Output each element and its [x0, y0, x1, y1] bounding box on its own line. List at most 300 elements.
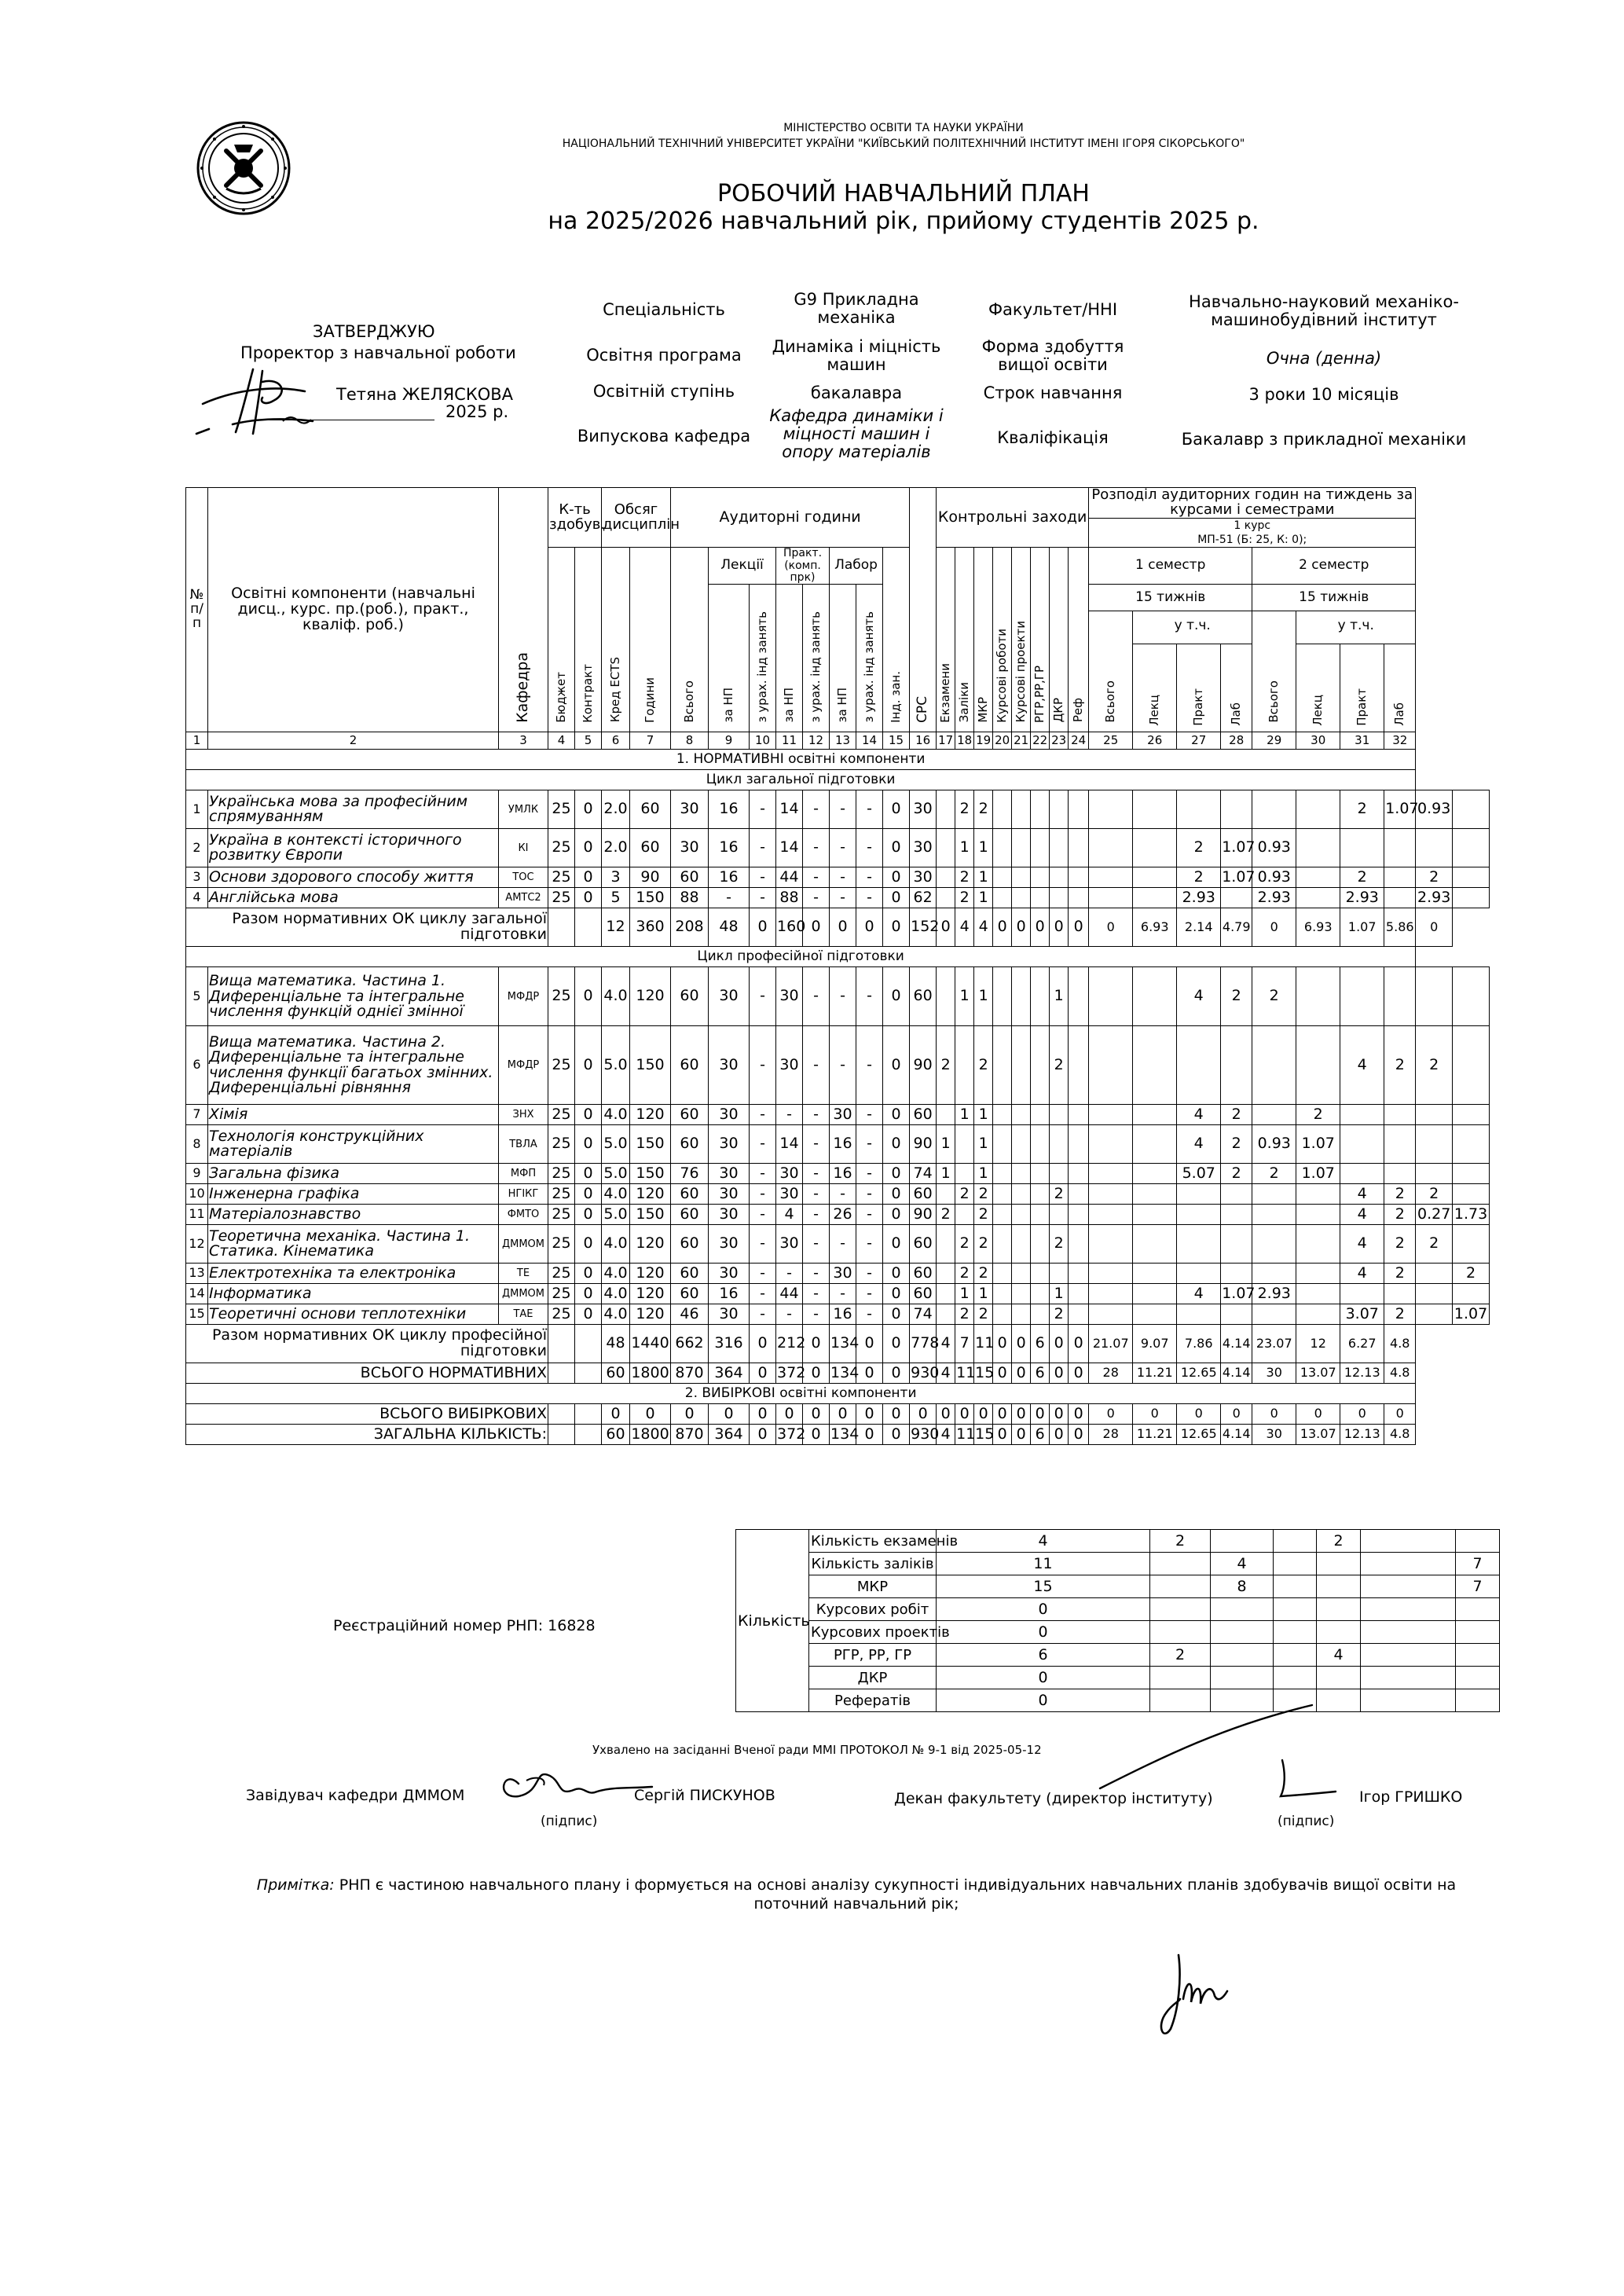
table-cell: 60: [910, 1184, 937, 1205]
column-number: 29: [1252, 732, 1296, 750]
approve-label: ЗАТВЕРДЖУЮ: [313, 322, 435, 341]
lab-np-header: за НП: [830, 585, 856, 732]
table-cell: [955, 1125, 974, 1164]
table-cell: 60: [671, 1205, 709, 1225]
s1-total-header: Всього: [1089, 611, 1133, 732]
course-group-header: [1089, 518, 1416, 547]
table-cell: -: [803, 1205, 830, 1225]
table-cell: -: [830, 1225, 856, 1264]
kafedra-code: ТАЕ: [499, 1304, 548, 1325]
row-number: 3: [186, 867, 208, 888]
table-cell: [1050, 1164, 1069, 1184]
table-cell: [1340, 967, 1384, 1026]
table-cell: 60: [671, 1284, 709, 1304]
qual-label: Кваліфікація: [997, 428, 1109, 447]
table-cell: 0: [750, 1425, 776, 1445]
table-cell: 2: [1384, 1026, 1416, 1105]
table-cell: [1031, 1264, 1050, 1284]
table-cell: 0: [602, 1404, 630, 1425]
table-cell: -: [830, 1026, 856, 1105]
table-cell: [548, 1363, 575, 1384]
column-number: 27: [1177, 732, 1221, 750]
table-cell: 0: [1050, 1425, 1069, 1445]
table-cell: 4: [1340, 1225, 1384, 1264]
table-cell: 0: [1050, 1325, 1069, 1363]
table-cell: [1453, 1284, 1490, 1304]
table-cell: 14: [776, 1125, 803, 1164]
table-cell: 1800: [630, 1425, 671, 1445]
head-signature-icon: [487, 1752, 660, 1815]
total-all-row: [186, 1425, 1490, 1445]
table-cell: 0: [856, 908, 883, 947]
table-cell: [1050, 867, 1069, 888]
table-cell: [1050, 790, 1069, 829]
table-cell: [1221, 1184, 1252, 1205]
table-cell: 0.93: [1252, 1125, 1296, 1164]
table-cell: [1069, 1026, 1089, 1105]
table-cell: 2: [1340, 867, 1384, 888]
table-cell: 6: [1031, 1425, 1050, 1445]
table-cell: 4: [776, 1205, 803, 1225]
table-cell: [993, 1125, 1012, 1164]
total-label: ВСЬОГО НОРМАТИВНИХ: [186, 1363, 548, 1384]
lect-np-header: за НП: [709, 585, 750, 732]
table-cell: 1.07: [1384, 790, 1416, 829]
table-cell: 6: [1031, 1325, 1050, 1363]
table-cell: 0: [750, 1363, 776, 1384]
table-cell: -: [830, 967, 856, 1026]
table-cell: -: [830, 790, 856, 829]
table-cell: 28: [1089, 1425, 1133, 1445]
table-cell: 0: [1050, 908, 1069, 947]
table-cell: [1296, 1264, 1340, 1284]
table-cell: 4: [937, 1363, 955, 1384]
table-cell: -: [856, 790, 883, 829]
table-cell: [1089, 1225, 1133, 1264]
table-cell: 0: [575, 888, 602, 908]
utch-sublabel: Лекц: [1310, 694, 1325, 726]
table-cell: [1089, 1205, 1133, 1225]
table-cell: 150: [630, 1125, 671, 1164]
kafedra-code: КІ: [499, 829, 548, 867]
table-cell: 2.0: [602, 829, 630, 867]
table-cell: -: [856, 1184, 883, 1205]
table-cell: 4: [1340, 1026, 1384, 1105]
column-number: 10: [750, 732, 776, 750]
row-number: 8: [186, 1125, 208, 1164]
table-cell: 16: [830, 1164, 856, 1184]
kafedra-code: ДММОМ: [499, 1225, 548, 1264]
table-cell: 25: [548, 1105, 575, 1125]
table-cell: [1296, 967, 1340, 1026]
table-cell: 2: [1050, 1225, 1069, 1264]
total-general-row: [186, 908, 1490, 947]
table-cell: -: [750, 1205, 776, 1225]
table-cell: [1031, 1284, 1050, 1304]
dean-sign-caption: (підпис): [1278, 1814, 1335, 1829]
table-cell: [1069, 1125, 1089, 1164]
table-cell: 0: [575, 967, 602, 1026]
program-value: Динаміка і міцність машин: [772, 337, 941, 375]
table-cell: 16: [709, 790, 750, 829]
table-cell: 30: [910, 790, 937, 829]
table-cell: 0: [803, 1325, 830, 1363]
table-cell: [575, 1404, 602, 1425]
utch-sublabel: Лекц: [1146, 694, 1161, 726]
page-title: РОБОЧИЙ НАВЧАЛЬНИЙ ПЛАН: [717, 180, 1090, 207]
table-cell: [1453, 1105, 1490, 1125]
table-cell: [548, 1325, 575, 1363]
ref-header: Реф: [1069, 548, 1089, 732]
table-cell: 60: [910, 967, 937, 1026]
table-cell: 2: [1384, 1205, 1416, 1225]
table-cell: 44: [776, 1284, 803, 1304]
table-cell: 25: [548, 790, 575, 829]
table-cell: [1133, 1284, 1177, 1304]
table-cell: [937, 1284, 955, 1304]
table-cell: [937, 1105, 955, 1125]
reg-number: Реєстраційний номер РНП: 16828: [333, 1617, 596, 1634]
note: [228, 1876, 1485, 1914]
table-cell: 0: [575, 1264, 602, 1284]
table-cell: 2: [955, 1225, 974, 1264]
summary-cell: [1274, 1621, 1317, 1644]
summary-cell: [1274, 1553, 1317, 1575]
table-cell: [548, 1404, 575, 1425]
zaliky-header: Заліки: [955, 548, 974, 732]
table-cell: 25: [548, 867, 575, 888]
table-cell: [1012, 1125, 1031, 1164]
table-cell: 4: [974, 908, 993, 947]
table-cell: [1221, 888, 1252, 908]
table-cell: [993, 967, 1012, 1026]
table-row: [186, 1284, 1490, 1304]
table-cell: 2: [1384, 1264, 1416, 1284]
table-cell: 0: [1012, 1404, 1031, 1425]
total-label: Разом нормативних ОК циклу професійної підготовки: [186, 1325, 548, 1363]
table-cell: 0: [709, 1404, 750, 1425]
total-label: Разом нормативних ОК циклу загальної підготовки: [186, 908, 548, 947]
table-cell: 0: [993, 1404, 1012, 1425]
table-cell: -: [750, 1125, 776, 1164]
table-cell: 25: [548, 1184, 575, 1205]
table-cell: 0: [575, 1184, 602, 1205]
table-cell: [1296, 1205, 1340, 1225]
table-cell: 0: [883, 1363, 910, 1384]
budget-header: Бюджет: [548, 548, 575, 732]
table-cell: -: [750, 1225, 776, 1264]
table-cell: 2: [974, 1264, 993, 1284]
table-cell: 150: [630, 888, 671, 908]
table-cell: [1012, 790, 1031, 829]
table-cell: [1069, 1105, 1089, 1125]
table-row: [186, 1225, 1490, 1264]
table-cell: [1031, 790, 1050, 829]
table-cell: 11: [955, 1363, 974, 1384]
table-cell: 662: [671, 1325, 709, 1363]
head-label: Завідувач кафедри ДММОМ: [246, 1787, 465, 1804]
table-cell: -: [776, 1304, 803, 1325]
summary-cell: [1274, 1575, 1317, 1598]
column-number: 32: [1384, 732, 1416, 750]
summary-cell: 2: [1150, 1530, 1211, 1553]
kafedra-code: МФДР: [499, 1026, 548, 1105]
table-cell: 12: [1296, 1325, 1340, 1363]
table-cell: [1252, 1026, 1296, 1105]
table-cell: 21.07: [1089, 1325, 1133, 1363]
table-cell: 120: [630, 1105, 671, 1125]
table-cell: 150: [630, 1164, 671, 1184]
table-cell: [1089, 1164, 1133, 1184]
summary-cell: [1361, 1575, 1456, 1598]
table-cell: 30: [709, 1184, 750, 1205]
column-number: 2: [208, 732, 499, 750]
table-cell: -: [856, 967, 883, 1026]
table-cell: 870: [671, 1425, 709, 1445]
table-cell: [993, 888, 1012, 908]
row-number: 5: [186, 967, 208, 1026]
credits-header: Кред ECTS: [602, 548, 630, 732]
table-cell: 0: [910, 1404, 937, 1425]
table-cell: 0: [883, 1264, 910, 1284]
table-cell: 372: [776, 1425, 803, 1445]
table-cell: 2: [955, 1184, 974, 1205]
column-number: 3: [499, 732, 548, 750]
summary-key: РГР, РР, ГР: [809, 1644, 937, 1667]
table-cell: [1252, 1105, 1296, 1125]
table-cell: 30: [1252, 1363, 1296, 1384]
table-cell: [1384, 888, 1416, 908]
table-cell: [1089, 1125, 1133, 1164]
table-cell: [993, 1284, 1012, 1304]
kafedra-code: ЗНХ: [499, 1105, 548, 1125]
table-cell: 4: [1177, 1105, 1221, 1125]
table-cell: [1133, 1105, 1177, 1125]
kafedra-code: УМЛК: [499, 790, 548, 829]
summary-row: [736, 1598, 1500, 1621]
table-cell: [1133, 1205, 1177, 1225]
table-cell: [1453, 790, 1490, 829]
table-cell: 60: [671, 867, 709, 888]
table-cell: [1252, 790, 1296, 829]
table-cell: [1296, 790, 1340, 829]
table-cell: 5.07: [1177, 1164, 1221, 1184]
approver-name: Тетяна ЖЕЛЯСКОВА: [336, 385, 514, 404]
kr-header: Курсові роботи: [993, 548, 1012, 732]
table-cell: 0: [1012, 1363, 1031, 1384]
table-cell: 25: [548, 1284, 575, 1304]
component-name: Інженерна графіка: [208, 1184, 499, 1205]
table-cell: [575, 1425, 602, 1445]
table-cell: -: [803, 1264, 830, 1284]
table-cell: [1069, 1284, 1089, 1304]
summary-cell: [1456, 1621, 1500, 1644]
table-cell: [1012, 829, 1031, 867]
table-cell: [1031, 1105, 1050, 1125]
weeks2-header: 15 тижнів: [1252, 585, 1416, 611]
summary-cell: [1150, 1553, 1211, 1575]
table-cell: 30: [776, 1026, 803, 1105]
table-cell: -: [856, 1125, 883, 1164]
table-cell: 4: [1177, 967, 1221, 1026]
qual-value: Бакалавр з прикладної механіки: [1181, 430, 1467, 449]
table-cell: [1050, 1125, 1069, 1164]
column-number: 7: [630, 732, 671, 750]
pract-np-header: за НП: [776, 585, 803, 732]
university-emblem-icon: [195, 119, 292, 217]
summary-cell: [1150, 1575, 1211, 1598]
table-cell: 0: [1252, 1404, 1296, 1425]
table-cell: 25: [548, 967, 575, 1026]
table-cell: 4.14: [1221, 1363, 1252, 1384]
table-cell: 2: [974, 790, 993, 829]
table-cell: [1296, 867, 1340, 888]
component-name: Загальна фізика: [208, 1164, 499, 1184]
table-cell: -: [803, 790, 830, 829]
summary-cell: 11: [937, 1553, 1150, 1575]
table-cell: 0: [630, 1404, 671, 1425]
component-name: Вища математика. Частина 2. Диференціальне та інтегральне числення функції багатьох змінних. Диференціальні рівняння: [208, 1026, 499, 1105]
table-cell: 16: [830, 1304, 856, 1325]
table-cell: 778: [910, 1325, 937, 1363]
table-cell: [1089, 1026, 1133, 1105]
table-cell: 0: [883, 1205, 910, 1225]
table-cell: 0: [1252, 908, 1296, 947]
sem1-header: 1 семестр: [1089, 548, 1252, 585]
table-cell: [1384, 829, 1416, 867]
table-cell: 0: [883, 1304, 910, 1325]
table-cell: 12.13: [1340, 1363, 1384, 1384]
table-cell: 0: [883, 888, 910, 908]
table-cell: 16: [830, 1125, 856, 1164]
table-cell: -: [709, 888, 750, 908]
lab-header: Лабор: [830, 548, 883, 585]
table-cell: 2: [1384, 1184, 1416, 1205]
table-cell: 30: [709, 1125, 750, 1164]
column-number: 20: [993, 732, 1012, 750]
table-cell: [1133, 888, 1177, 908]
table-cell: [1416, 967, 1453, 1026]
table-cell: 4.0: [602, 967, 630, 1026]
row-number: 4: [186, 888, 208, 908]
table-cell: 0: [1177, 1404, 1221, 1425]
summary-cell: [1456, 1598, 1500, 1621]
table-cell: [1012, 1264, 1031, 1284]
table-cell: 90: [630, 867, 671, 888]
note-text: РНП є частиною навчального плану і формується на основі аналізу сукупності індивідуальних навчальних планів здобувачів вищої освіти на поточний навчальний рік;: [339, 1876, 1457, 1913]
kp-header: Курсові проекти: [1012, 548, 1031, 732]
summary-cell: [1211, 1530, 1274, 1553]
table-cell: 0: [883, 908, 910, 947]
table-cell: -: [830, 829, 856, 867]
table-cell: 1: [974, 1284, 993, 1304]
summary-cell: 2: [1150, 1644, 1211, 1667]
table-cell: [1012, 1026, 1031, 1105]
approval-year: 2025 р.: [445, 402, 509, 421]
summary-cell: [1150, 1621, 1211, 1644]
table-cell: 28: [1089, 1363, 1133, 1384]
hours-header: Години: [630, 548, 671, 732]
kafedra-code: АМТС2: [499, 888, 548, 908]
table-cell: [1340, 1164, 1384, 1184]
table-cell: 74: [910, 1304, 937, 1325]
volume-header: Обсяг дисциплін: [602, 488, 671, 548]
table-cell: 0: [575, 867, 602, 888]
table-cell: 4.0: [602, 1184, 630, 1205]
table-cell: 0: [993, 908, 1012, 947]
table-cell: 0: [1069, 1404, 1089, 1425]
table-cell: 0: [1012, 908, 1031, 947]
note-label: Примітка:: [256, 1876, 335, 1894]
table-cell: -: [856, 1264, 883, 1284]
table-cell: 2: [1252, 1164, 1296, 1184]
table-cell: 1: [974, 1125, 993, 1164]
table-cell: [1031, 1205, 1050, 1225]
column-number: 17: [937, 732, 955, 750]
approver-signature-icon: [187, 355, 360, 438]
sem2-header: 2 семестр: [1252, 548, 1416, 585]
table-cell: 0: [883, 1404, 910, 1425]
table-cell: -: [803, 1105, 830, 1125]
column-number: 8: [671, 732, 709, 750]
table-cell: -: [803, 967, 830, 1026]
table-cell: [1416, 1125, 1453, 1164]
row-number: 6: [186, 1026, 208, 1105]
table-cell: 2: [1221, 1105, 1252, 1125]
table-cell: 16: [709, 829, 750, 867]
table-cell: 0: [883, 829, 910, 867]
table-cell: [1069, 790, 1089, 829]
table-cell: [1133, 1125, 1177, 1164]
table-cell: [1069, 888, 1089, 908]
table-cell: 2: [1050, 1184, 1069, 1205]
row-number: 14: [186, 1284, 208, 1304]
table-row: [186, 1026, 1490, 1105]
table-cell: 1800: [630, 1363, 671, 1384]
table-row: [186, 888, 1490, 908]
table-cell: 11.21: [1133, 1425, 1177, 1445]
indz-header: Інд. зан.: [883, 548, 910, 732]
table-cell: 25: [548, 888, 575, 908]
kafedra-code: НГІКГ: [499, 1184, 548, 1205]
summary-row: [736, 1575, 1500, 1598]
table-cell: 60: [671, 1264, 709, 1284]
table-cell: 2: [1416, 1225, 1453, 1264]
summary-cell: 7: [1456, 1575, 1500, 1598]
table-cell: 1.07: [1340, 908, 1384, 947]
table-cell: [1050, 888, 1069, 908]
table-cell: [1012, 1105, 1031, 1125]
table-cell: 120: [630, 967, 671, 1026]
table-cell: 0: [1031, 1404, 1050, 1425]
table-cell: 0: [1069, 908, 1089, 947]
table-cell: [1453, 829, 1490, 867]
table-cell: [1177, 1184, 1221, 1205]
table-cell: 30: [709, 1105, 750, 1125]
table-cell: 2: [974, 1205, 993, 1225]
table-cell: 48: [602, 1325, 630, 1363]
table-cell: 11: [955, 1425, 974, 1445]
table-cell: 1: [955, 1105, 974, 1125]
table-cell: [1384, 867, 1416, 888]
table-cell: -: [856, 867, 883, 888]
summary-table: [735, 1529, 1500, 1712]
rgr-header: РГР,РР,ГР: [1031, 548, 1050, 732]
column-number: 21: [1012, 732, 1031, 750]
table-cell: 0: [830, 908, 856, 947]
table-cell: 0: [575, 790, 602, 829]
summary-key: Рефератів: [809, 1689, 937, 1712]
